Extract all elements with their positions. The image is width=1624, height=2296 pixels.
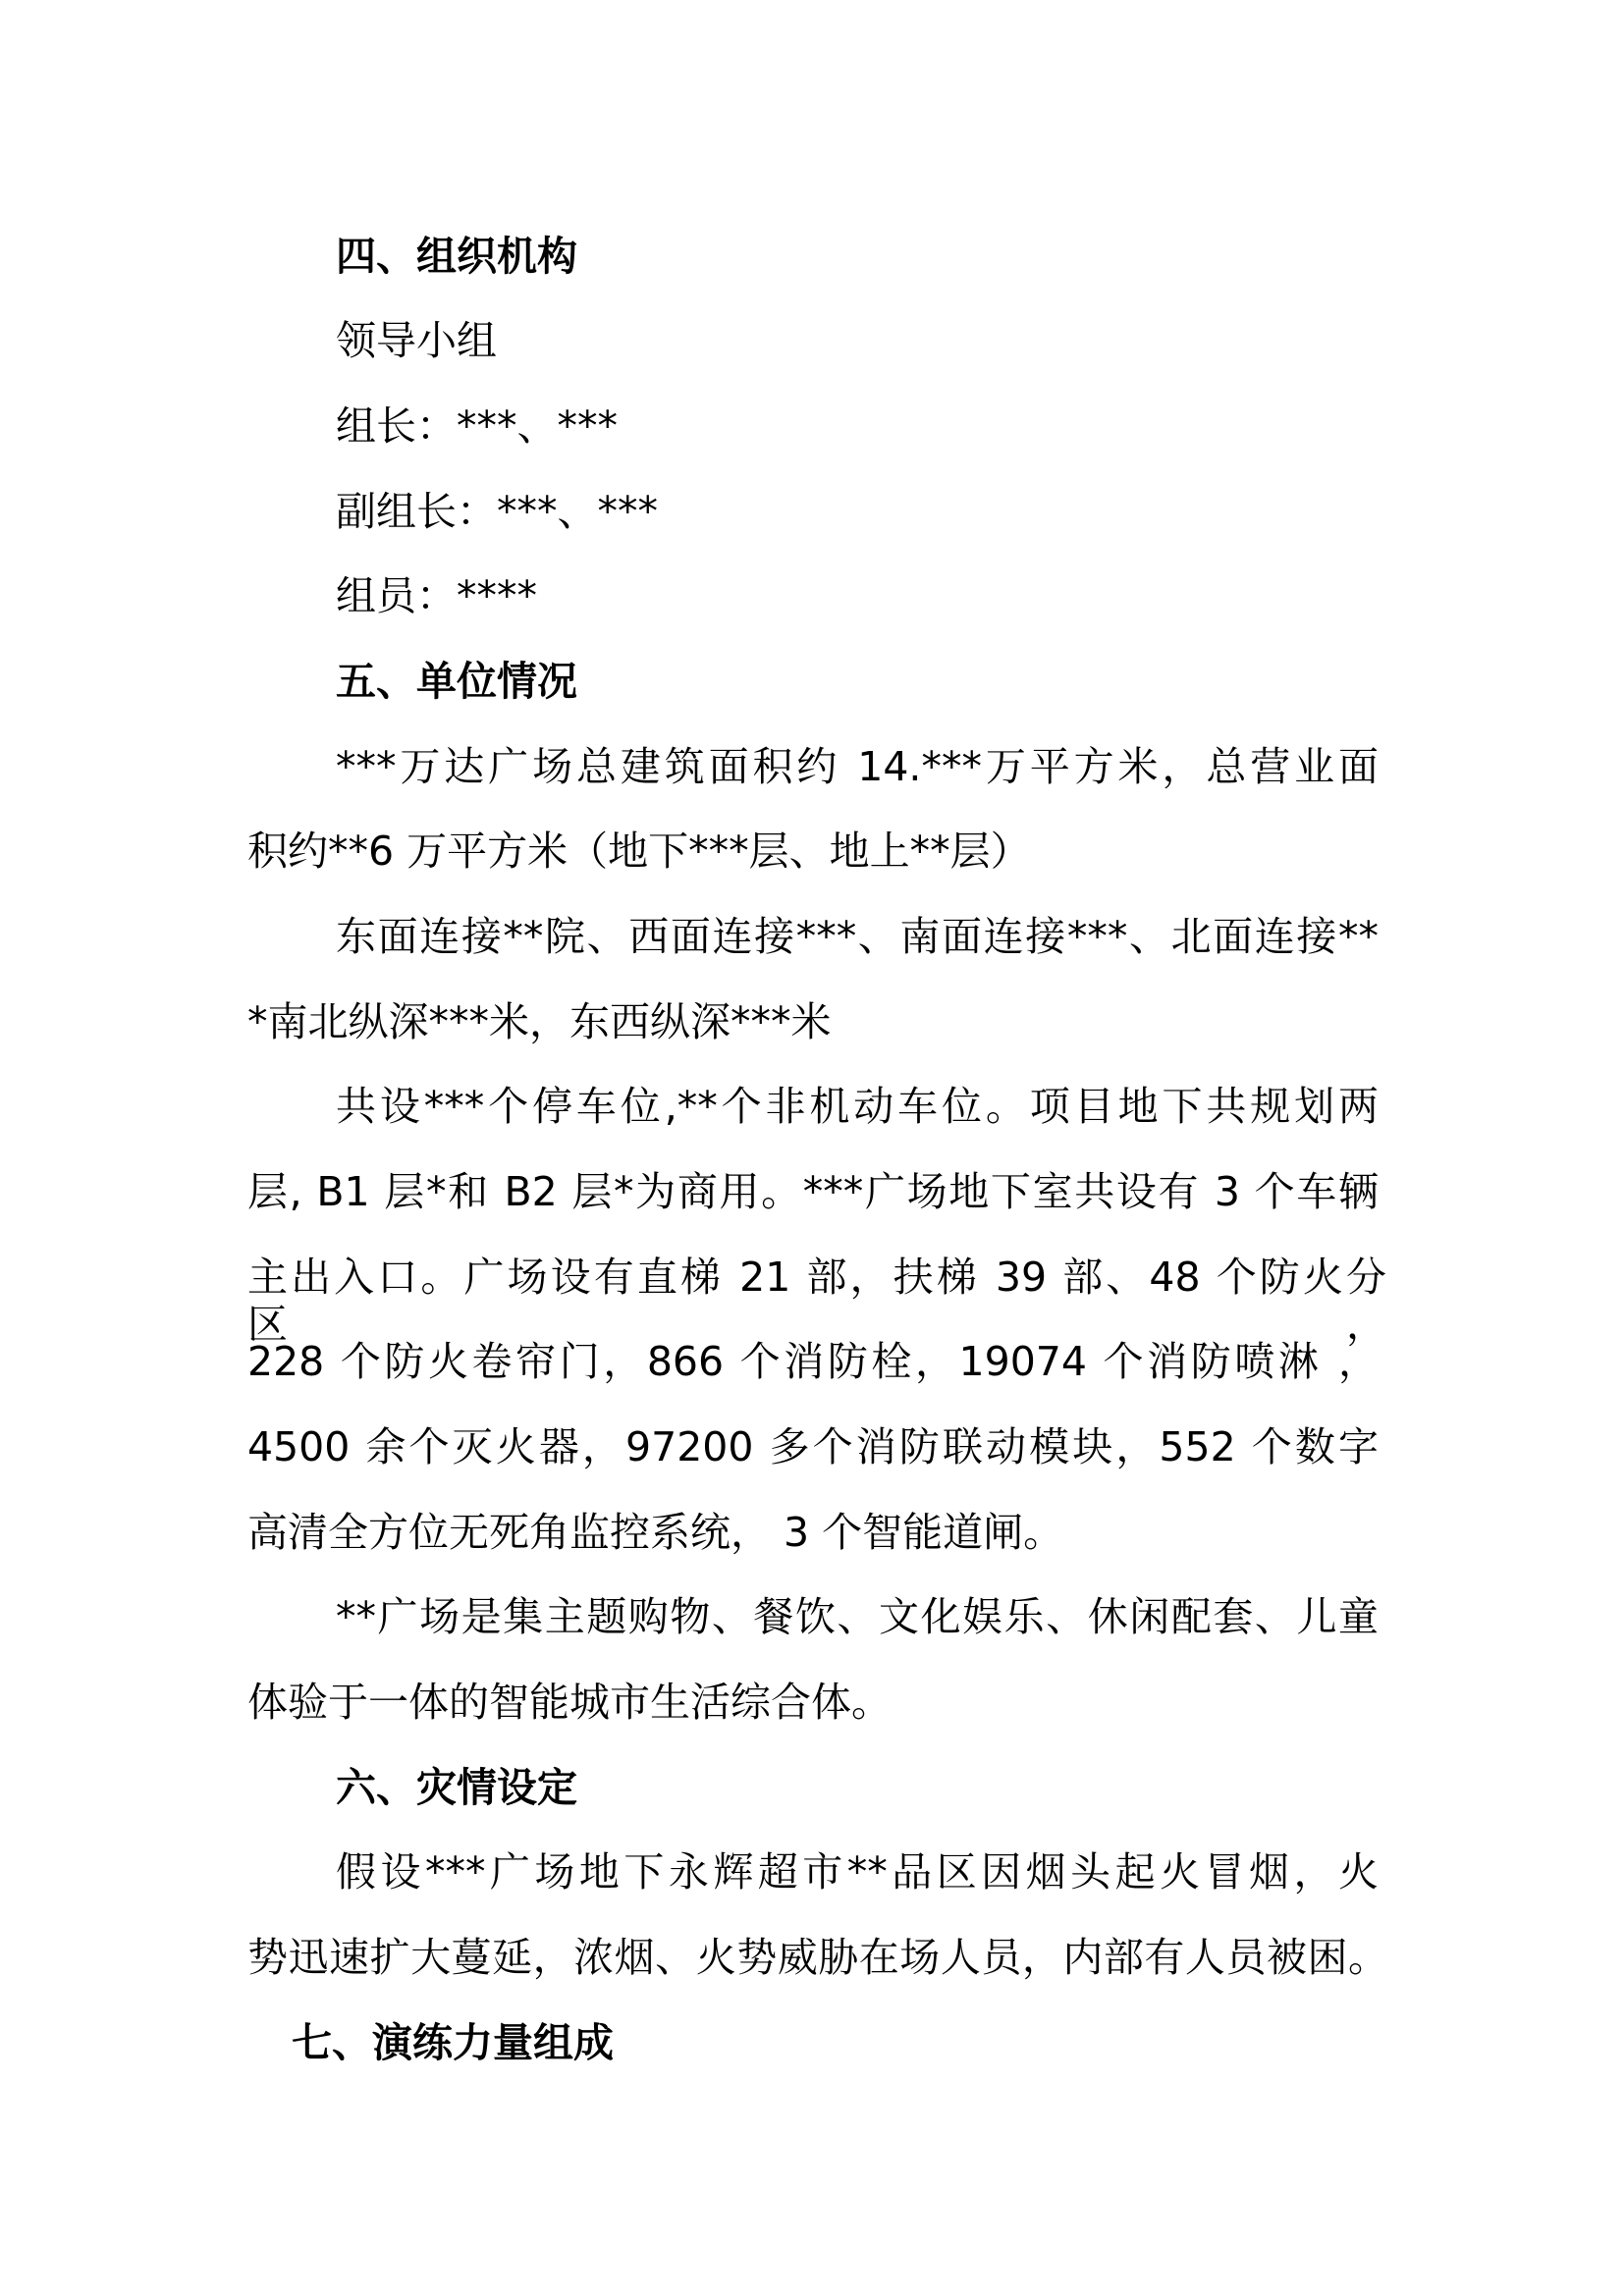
paragraph-line: ***万达广场总建筑面积约 14.***万平方米，总营业面 <box>336 743 1379 790</box>
paragraph-line: 层, B1 层*和 B2 层*为商用。***广场地下室共设有 3 个车辆 <box>247 1168 1379 1215</box>
paragraph-line: *南北纵深***米，东西纵深***米 <box>247 998 832 1045</box>
paragraph-line: 势迅速扩大蔓延，浓烟、火势威胁在场人员，内部有人员被困。 <box>247 1934 1388 1981</box>
paragraph-line: 体验于一体的智能城市生活综合体。 <box>247 1679 892 1726</box>
paragraph-line: 东面连接**院、西面连接***、南面连接***、北面连接** <box>336 913 1379 960</box>
org-line-leader: 组长：***、*** <box>336 402 618 450</box>
paragraph-line: 主出入口。广场设有直梯 21 部，扶梯 39 部、48 个防火分区， <box>247 1254 1386 1348</box>
paragraph-line: 积约**6 万平方米（地下***层、地上**层） <box>247 828 1031 875</box>
section-heading-disaster-scenario: 六、灾情设定 <box>336 1764 577 1811</box>
section-heading-drill-forces: 七、演练力量组成 <box>292 2019 614 2066</box>
paragraph-line: 共设***个停车位,**个非机动车位。项目地下共规划两 <box>336 1083 1379 1130</box>
section-heading-unit-info: 五、单位情况 <box>336 658 577 705</box>
org-line-members: 组员：**** <box>336 572 537 619</box>
paragraph-line: 高清全方位无死角监控系统， 3 个智能道闸。 <box>247 1509 1064 1556</box>
org-line-deputy-leader: 副组长：***、*** <box>336 488 658 535</box>
section-heading-organization: 四、组织机构 <box>336 233 577 280</box>
paragraph-line: 228 个防火卷帘门，866 个消防栓，19074 个消防喷淋 ， <box>247 1338 1379 1385</box>
org-line-leadership-group: 领导小组 <box>336 317 497 364</box>
paragraph-line: **广场是集主题购物、餐饮、文化娱乐、休闲配套、儿童 <box>336 1593 1379 1640</box>
paragraph-line: 假设***广场地下永辉超市**品区因烟头起火冒烟，火 <box>336 1848 1379 1896</box>
paragraph-line: 4500 余个灭火器，97200 多个消防联动模块，552 个数字 <box>247 1423 1379 1470</box>
